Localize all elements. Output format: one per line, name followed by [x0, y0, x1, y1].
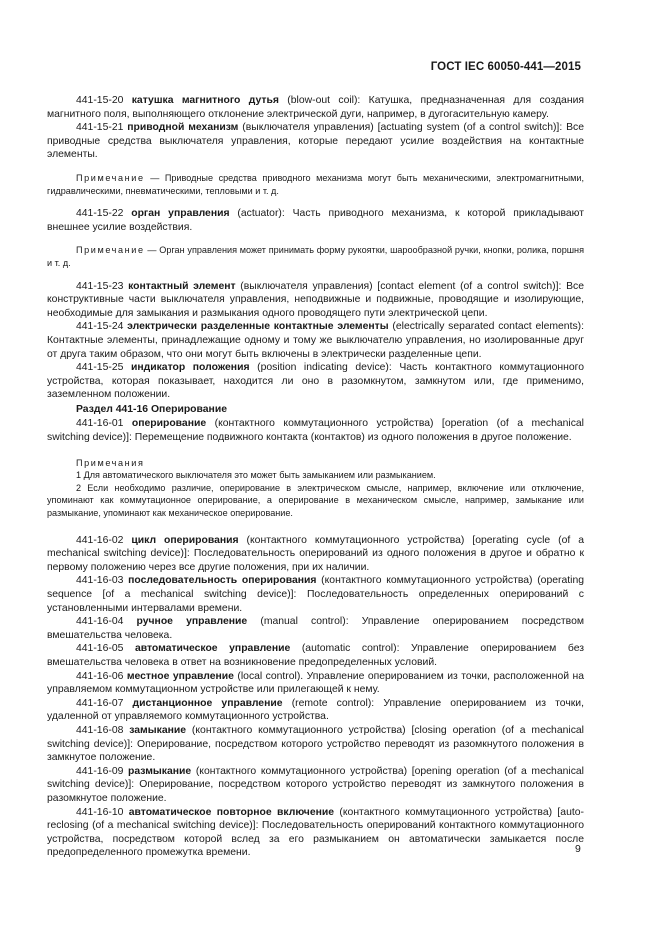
entry-number: 441-15-25	[76, 362, 124, 374]
entry-definition: (position indicating device): Часть контактного коммутационного устройства, которая показывает, находится ли оно в разомкнутом, замкнутом или, где применимо, заземленном положении.	[47, 362, 584, 401]
note-block	[47, 172, 584, 197]
note-block	[47, 244, 584, 269]
note-body: — Приводные средства приводного механизма могут быть механическими, электромагнитными, гидравлическими, пневматическими, тепловыми и т. д.	[47, 172, 584, 196]
term-entry	[47, 320, 584, 361]
entry-number: 441-16-08	[76, 724, 124, 736]
term-entry	[47, 642, 584, 669]
note-label: Примечание	[76, 172, 145, 183]
term-entry	[47, 207, 584, 234]
note-item: 2 Если необходимо различие, оперирование в электрическом смысле, например, включение или отключение, упоминают как коммутационное оперирование, а оперирование в механическом смысле, например, замыкание или размыкание, упоминают как механическое оперирование.	[47, 482, 584, 519]
entry-definition: (контактного коммутационного устройства) [opening operation (of a mechanical switching device)]: Оперирование, посредством которого устройство переводят из замкнутого положения в разомкнутое положение.	[47, 765, 584, 804]
entry-number: 441-16-10	[76, 806, 124, 818]
entry-definition: (local control). Управление оперированием из точки, расположенной на управляемом коммутационном устройстве или прилегающей к нему.	[47, 670, 584, 696]
page-content	[47, 94, 584, 860]
entry-number: 441-15-24	[76, 321, 124, 333]
entry-number: 441-16-04	[76, 616, 124, 628]
entry-definition: (manual control): Управление оперированием посредством вмешательства человека.	[47, 616, 585, 641]
note-body: — Орган управления может принимать форму рукоятки, шарообразной ручки, кнопки, ролика, поршня и т. д.	[47, 245, 584, 268]
entry-term: катушка магнитного дутья	[131, 95, 279, 106]
entry-number: 441-16-09	[76, 765, 124, 777]
entry-term: ручное управление	[136, 616, 248, 628]
section-heading: Раздел 441-16 Оперирование	[76, 403, 228, 415]
entry-number: 441-16-05	[76, 643, 124, 655]
entry-term: электрически разделенные контактные элементы	[127, 321, 389, 333]
page-number: 9	[575, 843, 581, 855]
entry-term: автоматическое повторное включение	[128, 806, 335, 818]
term-entry	[47, 534, 584, 575]
entry-definition: (actuator): Часть приводного механизма, к которой прикладывают внешнее усилие воздействия.	[47, 208, 584, 233]
notes-block	[47, 457, 584, 520]
note-label: Примечание	[76, 245, 145, 256]
entry-definition: (blow-out coil): Катушка, предназначенная для создания магнитного поля, выполняющего отклонение электрической дуги, например, в дугогасительную камеру.	[47, 95, 585, 120]
entry-term: замыкание	[129, 724, 187, 736]
term-entry	[47, 280, 584, 321]
term-entry	[47, 361, 584, 402]
entry-number: 441-16-01	[76, 418, 124, 430]
entry-term: оперирование	[131, 418, 207, 430]
entry-number: 441-15-20	[76, 95, 124, 106]
entry-term: орган управления	[131, 208, 230, 220]
entry-definition: (remote control): Управление оперированием из точки, удаленной от управляемого коммутационного устройства.	[47, 697, 584, 723]
entry-definition: (контактного коммутационного устройства) (operating sequence [of a mechanical switching device)]: Последовательность определенных оперирований с установленными интервалами времени.	[47, 575, 584, 614]
entry-definition: (выключателя управления) [actuating system (of a control switch)]: Все приводные средства выключателя управления, которые передают усилие воздействия на контактные элементы.	[47, 122, 584, 161]
entry-term: контактный элемент	[128, 280, 236, 292]
entry-definition: (контактного коммутационного устройства) [closing operation (of a mechanical switching device)]: Оперирование, посредством которого устройство переводят из разомкнутого положения в замкнутое положение.	[47, 724, 584, 764]
term-entry	[47, 765, 584, 806]
entry-term: последовательность оперирования	[128, 575, 317, 587]
entry-number: 441-15-22	[76, 208, 124, 220]
note-text	[47, 172, 584, 197]
document-header: ГОСТ IEC 60050-441—2015	[430, 61, 581, 73]
term-entry	[47, 806, 584, 860]
entry-number: 441-16-02	[76, 534, 124, 546]
entry-number: 441-15-23	[76, 280, 124, 292]
entry-term: размыкание	[128, 765, 192, 777]
term-entry	[47, 417, 584, 444]
term-entry	[47, 724, 584, 765]
entry-term: цикл оперирования	[131, 534, 239, 546]
term-entry	[47, 670, 584, 697]
entry-number: 441-15-21	[76, 122, 124, 134]
term-entry	[47, 574, 584, 615]
entry-term: приводной механизм	[127, 122, 239, 134]
entry-definition: (automatic control): Управление оперированием без вмешательства человека в ответ на возникновение предопределенных условий.	[47, 643, 585, 668]
entry-number: 441-16-03	[76, 575, 124, 587]
entry-number: 441-16-07	[76, 697, 124, 709]
entry-definition: (electrically separated contact elements): Контактные элементы, принадлежащие одному и тому же выключателю управления, но изолированные друг от друга таким образом, что они могут быть включены в электрически разделенные цепи.	[47, 321, 584, 360]
entry-term: индикатор положения	[130, 362, 250, 374]
entry-term: автоматическое управление	[134, 643, 291, 655]
note-item: 1 Для автоматического выключателя это может быть замыканием или размыканием.	[76, 470, 436, 481]
entry-definition: (контактного коммутационного устройства) [operation (of a mechanical switching device)]: Перемещение подвижного контакта (контактов) из одного положения в другое положение.	[47, 418, 584, 444]
term-entry	[47, 94, 584, 121]
term-entry	[47, 615, 584, 642]
entry-definition: (выключателя управления) [contact element (of a control switch)]: Все конструктивные части выключателя управления, неподвижные и подвижные, проводящие и изолирующие, необходимые для замыкания и размыкания одного проводящего пути электрической цепи.	[47, 280, 584, 319]
entry-number: 441-16-06	[76, 670, 124, 682]
note-text	[47, 244, 584, 269]
term-entry	[47, 697, 584, 724]
entry-definition: (контактного коммутационного устройства) [operating cycle (of a mechanical switching device)]: Последовательность оперирований из одного положения в другое и обратно к первому положению через все другие положения, при их наличии.	[47, 534, 584, 573]
notes-label: Примечания	[76, 457, 145, 468]
entry-term: местное управление	[126, 670, 234, 682]
term-entry	[47, 121, 584, 162]
entry-definition: (контактного коммутационного устройства) [auto-reclosing (of a mechanical switching device)]: Последовательность оперирований контактного коммутационного устройства, посредством которой вслед за его размыканием он автоматически замыкается после предопределенного промежутка времени.	[47, 806, 584, 859]
entry-term: дистанционное управление	[132, 697, 283, 709]
